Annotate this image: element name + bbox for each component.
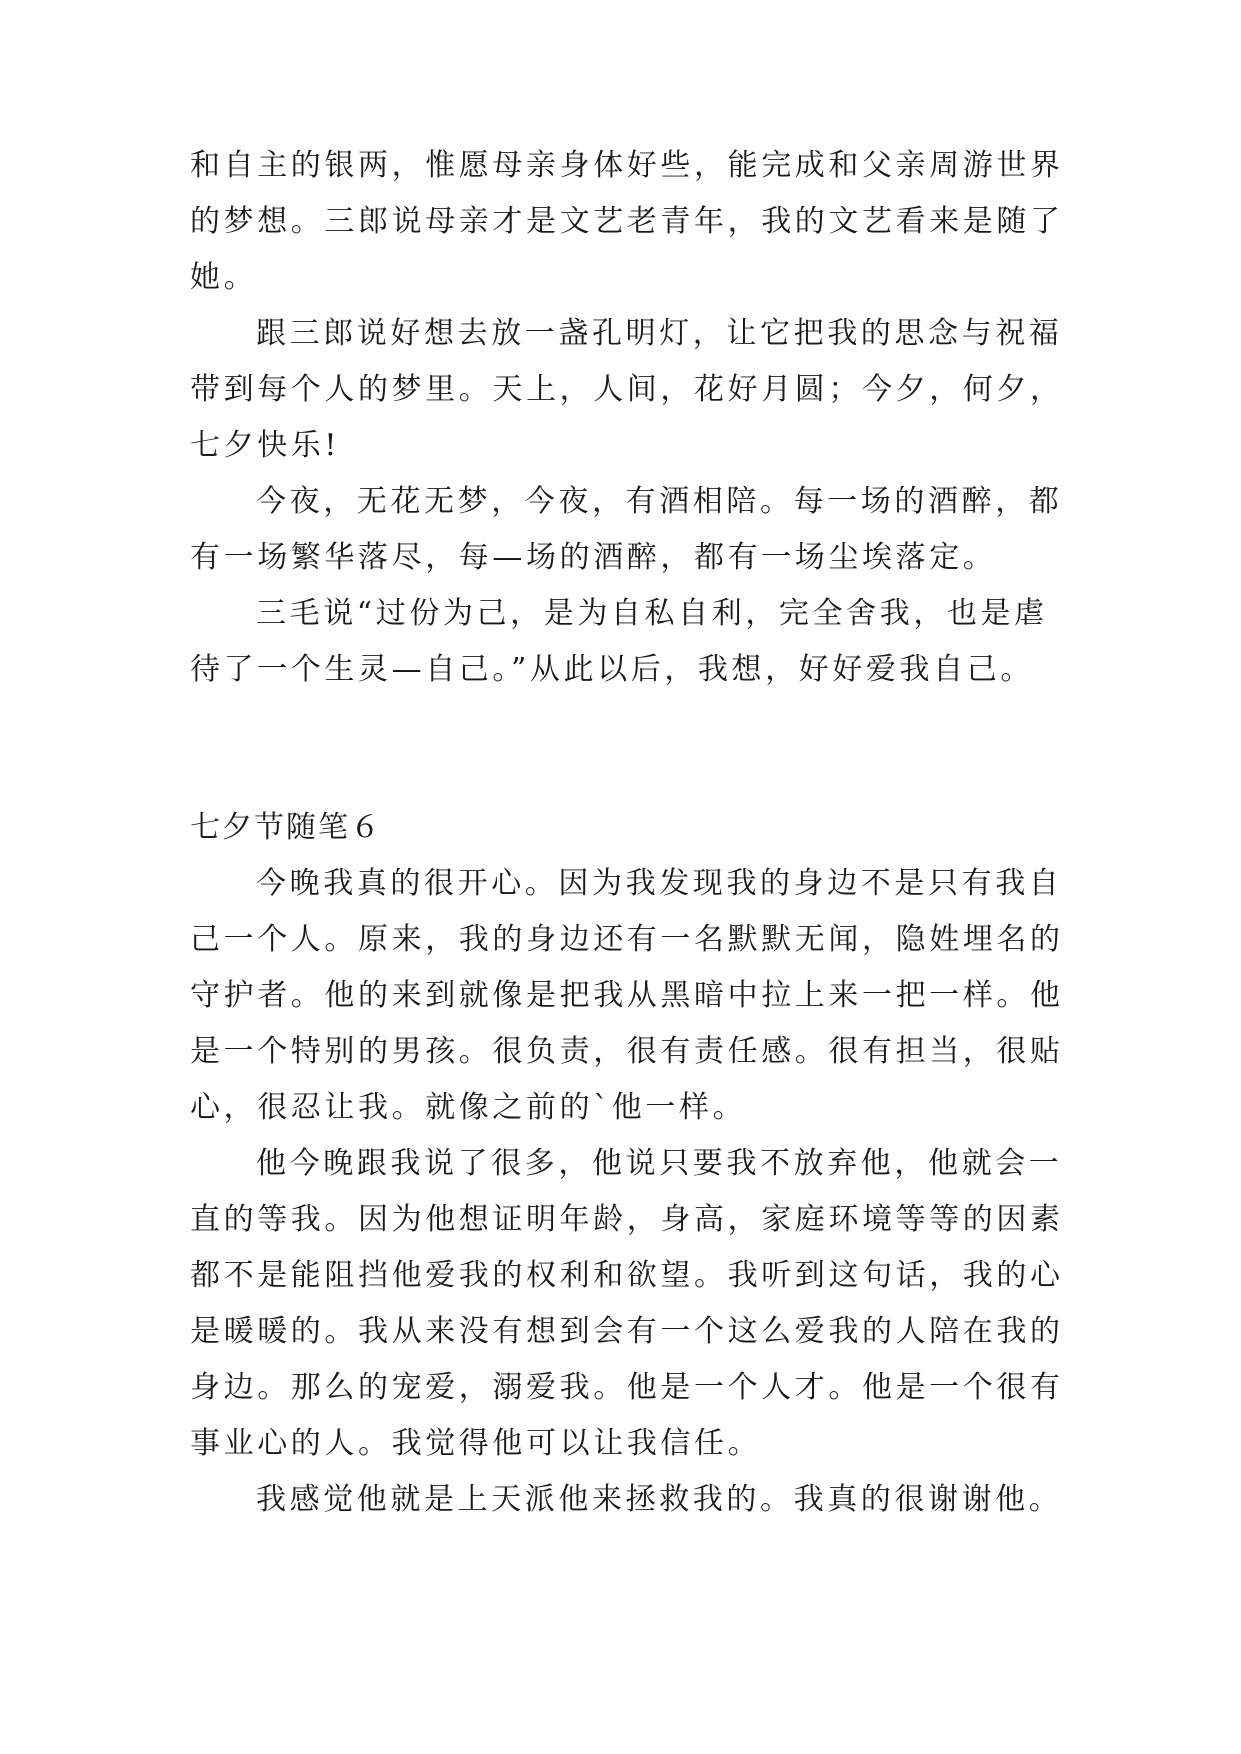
paragraph-line: 身边。那么的宠爱，溺爱我。他是一个人才。他是一个很有 [190,1370,1064,1405]
paragraph-line: 和自主的银两，惟愿母亲身体好些，能完成和父亲周游世界 [190,148,1064,183]
paragraph-line: 七夕快乐! [190,428,341,463]
paragraph-line: 有一场繁华落尽，每—场的酒醉，都有一场尘埃落定。 [190,540,997,575]
paragraph-line: 是暖暖的。我从来没有想到会有一个这么爱我的人陪在我的 [190,1314,1064,1349]
paragraph-line: 她。 [190,260,258,295]
paragraph-line: 跟三郎说好想去放一盏孔明灯，让它把我的思念与祝福 [256,316,1063,351]
section-heading: 七夕节随笔６ [190,810,382,845]
section-2-text [190,856,1070,1528]
section-1-text [190,138,1070,698]
paragraph-line: 三毛说“过份为己，是为自私自利，完全舍我，也是虐 [256,596,1048,631]
paragraph-line: 待了一个生灵—自己。”从此以后，我想，好好爱我自己。 [190,652,1034,687]
paragraph-line: 今晚我真的很开心。因为我发现我的身边不是只有我自 [256,866,1063,901]
paragraph-line: 己一个人。原来，我的身边还有一名默默无闻，隐姓埋名的 [190,922,1064,957]
paragraph-line: 直的等我。因为他想证明年龄，身高，家庭环境等等的因素 [190,1202,1064,1237]
paragraph-line: 守护者。他的来到就像是把我从黑暗中拉上来一把一样。他 [190,978,1064,1013]
paragraph-line: 今夜，无花无梦，今夜，有酒相陪。每一场的酒醉，都 [256,484,1063,519]
paragraph-line: 是一个特别的男孩。很负责，很有责任感。很有担当，很贴 [190,1034,1064,1069]
paragraph-line: 事业心的人。我觉得他可以让我信任。 [190,1426,762,1461]
paragraph-line: 心，很忍让我。就像之前的`他一样。 [190,1090,747,1125]
paragraph-line: 的梦想。三郎说母亲才是文艺老青年，我的文艺看来是随了 [190,204,1064,239]
paragraph-line: 我感觉他就是上天派他来拯救我的。我真的很谢谢他。 [256,1482,1063,1517]
paragraph-line: 都不是能阻挡他爱我的权利和欲望。我听到这句话，我的心 [190,1258,1064,1293]
paragraph-line: 他今晚跟我说了很多，他说只要我不放弃他，他就会一 [256,1146,1063,1181]
paragraph-line: 带到每个人的梦里。天上，人间，花好月圆；今夕，何夕， [190,372,1064,407]
